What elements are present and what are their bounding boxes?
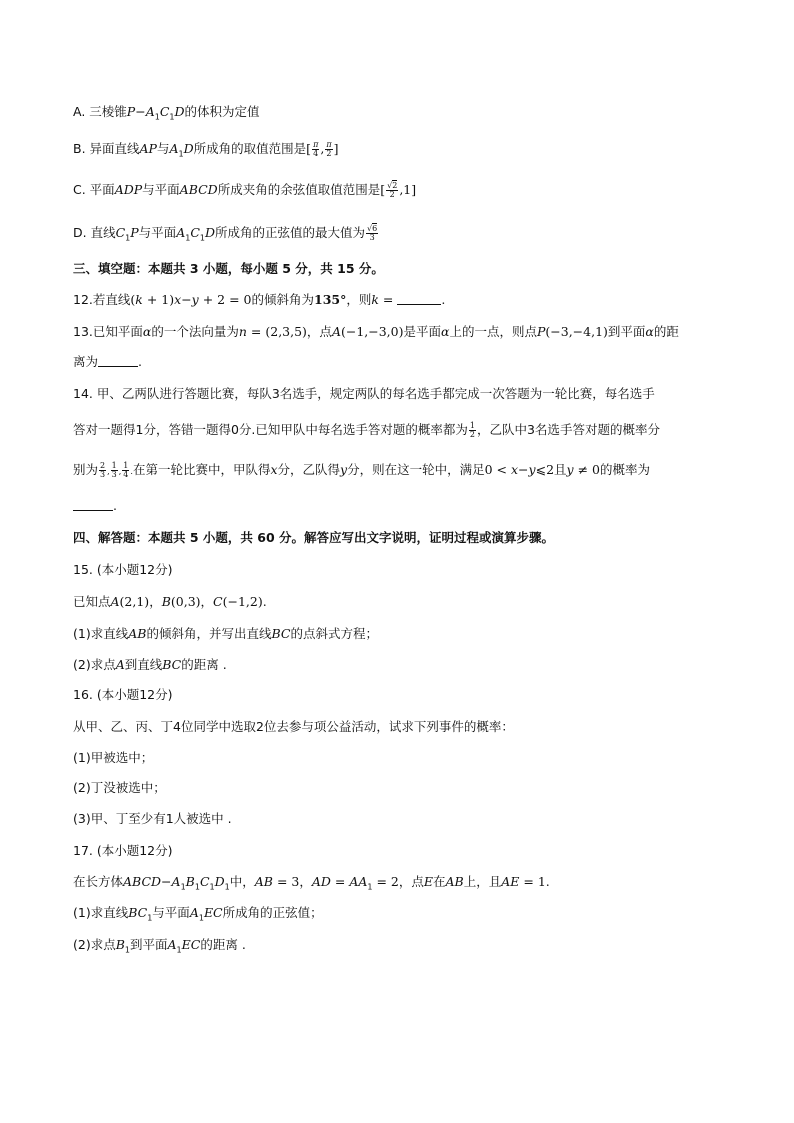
option-d: D. 直线$C_1P$与平面$A_1C_1D$所成角的正弦值的最大值为 $\frac{√6}{3}$	[73, 224, 378, 243]
question-17-stem: 在长方体$ABCD-A_1B_1C_1D_1$中，AB = 3，AD = $AA_1 = 2$，点E在AB上，且AE = 1.	[73, 874, 550, 892]
question-17-part-1: (1)求直线$BC_1$与平面$A_1EC$所成角的正弦值；	[73, 905, 323, 923]
question-14-line-4: .	[73, 497, 117, 515]
question-16-stem: 从甲、乙、丙、丁4位同学中选取2位去参与项公益活动，试求下列事件的概率：	[73, 719, 514, 734]
option-a: A. 三棱锥$P-A_1C_1D$的体积为定值	[73, 104, 260, 122]
question-14-line-3: 别为 $\frac{2}{3}$ , $\frac{1}{3}$ , $\frac{1}{4}$ .在第一轮比赛中，甲队得x分，乙队得y分，则在这一轮中，满足0 < x−y⩽2且y ≠ 0的概率为	[73, 461, 650, 479]
question-15-stem: 已知点A(2,1)，B(0,3)，C(−1,2).	[73, 594, 267, 609]
section-4-heading: 四、解答题：本题共 5 小题，共 60 分。解答应写出文字说明，证明过程或演算步骤。	[73, 530, 555, 545]
answer-blank[interactable]	[98, 354, 138, 367]
section-3-heading: 三、填空题：本题共 3 小题，每小题 5 分，共 15 分。	[73, 261, 384, 276]
question-16-part-1: (1)甲被选中；	[73, 750, 154, 765]
question-15-part-2: (2)求点A到直线BC的距离 .	[73, 657, 227, 672]
answer-blank[interactable]	[397, 292, 441, 305]
answer-blank[interactable]	[73, 498, 113, 511]
question-16-part-3: (3)甲、丁至少有1人被选中 .	[73, 811, 232, 826]
question-14-line-1: 14. 甲、乙两队进行答题比赛，每队3名选手，规定两队的每名选手都完成一次答题为一轮比赛，每名选手	[73, 386, 655, 401]
question-16-part-2: (2)丁没被选中；	[73, 780, 166, 795]
question-12: 12.若直线(k + 1)x−y + 2 = 0的倾斜角为135°，则k = .	[73, 292, 446, 307]
question-17-title: 17. (本小题12分)	[73, 843, 173, 858]
question-16-title: 16. (本小题12分)	[73, 687, 173, 702]
question-14-line-2: 答对一题得1分，答错一题得0分.已知甲队中每名选手答对题的概率都为 $\frac{1}{2}$ ，乙队中3名选手答对题的概率分	[73, 421, 660, 439]
question-17-part-2: (2)求点$B_1$到平面$A_1EC$的距离 .	[73, 937, 246, 955]
question-15-part-1: (1)求直线AB的倾斜角，并写出直线BC的点斜式方程；	[73, 626, 378, 641]
option-c: C. 平面ADP与平面ABCD所成夹角的余弦值取值范围是[ $\frac{√2}{2}$ ,1]	[73, 181, 417, 199]
question-15-title: 15. (本小题12分)	[73, 562, 173, 577]
question-13-line-2: 离为 .	[73, 354, 142, 369]
option-b: B. 异面直线AP与$A_1D$所成角的取值范围是[ $\frac{\pi}{4}$ , $\frac{\pi}{2}$ ]	[73, 140, 339, 159]
question-13-line-1: 13.已知平面α的一个法向量为n = (2,3,5)，点A(−1,−3,0)是平面α上的一点，则点P(−3,−4,1)到平面α的距	[73, 324, 679, 339]
